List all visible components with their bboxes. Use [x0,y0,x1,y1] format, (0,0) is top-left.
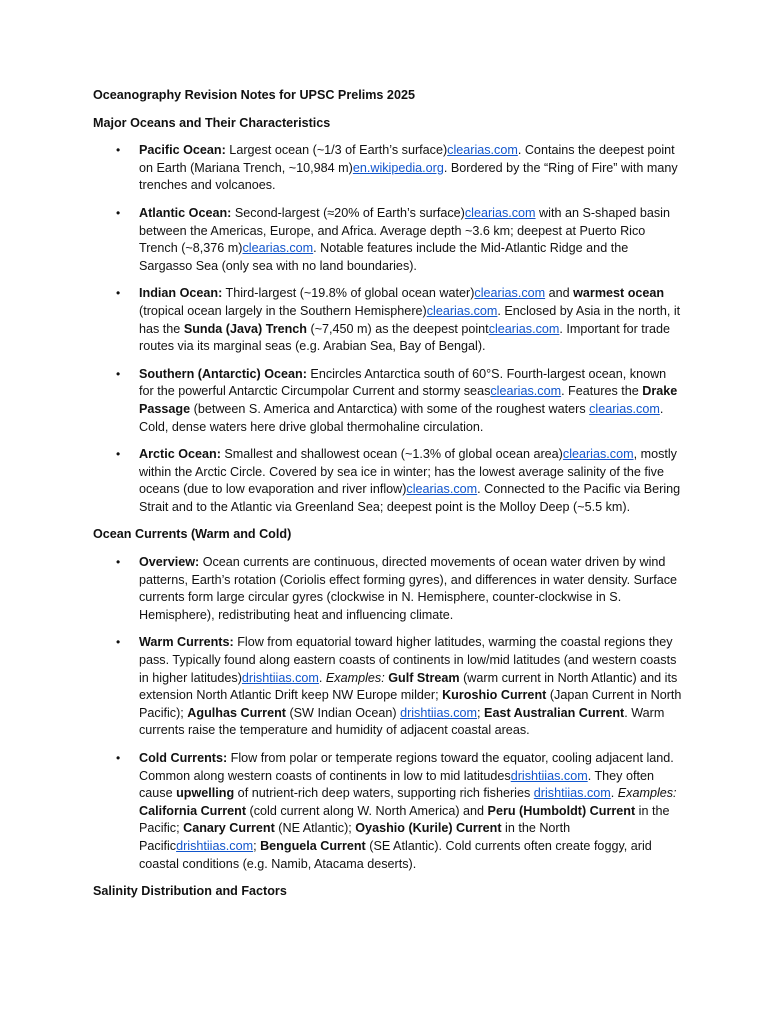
section-heading: Major Oceans and Their Characteristics [93,115,331,130]
body-text: (~7,450 m) as the deepest point [307,321,489,336]
italic-text: Examples: [325,670,385,685]
bullet-list [93,554,683,873]
bold-term: Warm Currents: [139,635,234,650]
bold-term: Canary Current [183,821,275,836]
list-item [93,366,683,436]
bold-term: Atlantic Ocean: [139,205,232,220]
bold-term: Peru (Humboldt) Current [487,803,636,818]
section-heading: Salinity Distribution and Factors [93,884,287,899]
source-link[interactable]: drishtiias.com [400,705,478,720]
source-link[interactable]: clearias.com [488,321,560,336]
bold-term: Arctic Ocean: [139,447,221,462]
bold-term: Cold Currents: [139,751,228,765]
source-link[interactable]: clearias.com [474,286,546,301]
bold-term: Pacific Ocean: [139,143,226,158]
bullet-icon: • [116,555,121,570]
body-text: . [610,786,618,801]
bullet-icon: • [116,143,121,158]
document-title: Oceanography Revision Notes for UPSC Prelims 2025 [93,88,415,102]
source-link[interactable]: clearias.com [406,482,478,497]
body-text: Encircles Antarctica south of 60°S. Fourth-largest ocean, known for the powerful Antarctic Circumpolar Current and stormy seas [139,366,667,399]
body-text: (warm current in North Atlantic) and its extension North Atlantic Drift keep NW Europe milder; [139,670,678,703]
bullet-list [93,142,683,516]
body-text: . Bordered by the “Ring of Fire” with many trenches and volcanoes. [139,160,678,193]
bold-term: upwelling [176,786,235,801]
source-link[interactable]: clearias.com [426,303,498,318]
body-text: of nutrient-rich deep waters, supporting rich fisheries [234,786,534,801]
body-text: . Contains the deepest point on Earth (Mariana Trench, ~10,984 m) [139,143,675,175]
body-text: Flow from polar or temperate regions toward the equator, cooling adjacent land. Common along western coasts of continents in low to mid latitudes [139,751,674,783]
body-text: in the Pacific; [139,803,670,836]
list-item [93,554,683,624]
source-link[interactable]: clearias.com [490,384,562,399]
bold-term: Southern (Antarctic) Ocean: [139,366,307,381]
body-text: ; [253,838,261,853]
italic-text: Examples: [617,786,677,801]
bold-term: Gulf Stream [388,670,460,685]
body-text: Flow from equatorial toward higher latitudes, warming the coastal regions they pass. Typically found along eastern coasts of continents in low/mid latitudes (and western coasts in higher latitudes) [139,635,677,685]
bold-term: Oyashio (Kurile) Current [355,821,502,836]
body-text: (SE Atlantic). Cold currents often create foggy, arid coastal conditions (e.g. Namib, Atacama deserts). [139,838,652,871]
body-text: . [318,670,326,685]
bold-term: East Australian Current [484,705,625,720]
body-text: Third-largest (~19.8% of global ocean water) [222,286,475,301]
source-link[interactable]: clearias.com [589,401,660,416]
body-text: and [545,286,574,301]
bold-term: warmest ocean [573,286,665,301]
bold-term: Sunda (Java) Trench [183,321,307,336]
list-item [93,205,683,275]
source-link[interactable]: clearias.com [447,143,518,158]
bold-term: Agulhas Current [187,705,286,720]
source-link[interactable]: drishtiias.com [176,838,254,853]
source-link[interactable]: drishtiias.com [510,768,588,783]
body-text: in the North Pacific [139,821,571,853]
list-item [93,750,683,873]
body-text: (cold current along W. North America) and [246,803,488,818]
body-text: with an S-shaped basin between the Americas, Europe, and Africa. Average depth ~3.6 km; deepest at Puerto Rico Trench (~8,376 m) [139,205,670,256]
body-text: . Features the [561,384,643,399]
body-text: . Enclosed by Asia in the north, it has the [139,303,681,336]
list-item [93,446,683,516]
bullet-icon: • [116,635,121,650]
list-item [93,634,683,740]
source-link[interactable]: drishtiias.com [241,670,319,685]
body-text: (SW Indian Ocean) [285,705,401,720]
body-text: . Connected to the Pacific via Bering Strait and to the Atlantic via Greenland Sea; deepest point is the Molloy Deep (~5.5 km). [139,482,681,514]
bullet-icon: • [116,447,121,462]
body-text: . Warm currents raise the temperature and humidity of adjacent coastal areas. [139,705,665,738]
body-text: . Important for trade routes via its marginal seas (e.g. Arabian Sea, Bay of Bengal). [139,321,670,354]
source-link[interactable]: clearias.com [242,241,314,256]
body-text: . Notable features include the Mid-Atlantic Ridge and the Sargasso Sea (only sea with no land boundaries). [139,241,629,273]
bullet-icon: • [116,366,121,381]
bold-term: Overview: [139,555,200,570]
section-heading: Ocean Currents (Warm and Cold) [93,527,292,542]
source-link[interactable]: clearias.com [464,205,536,220]
body-text: . They often cause [139,768,654,801]
bullet-icon: • [116,286,121,301]
body-text: (tropical ocean largely in the Southern Hemisphere) [139,303,427,318]
body-text: ; [477,705,485,720]
document-body [93,87,683,911]
list-item [93,142,683,195]
bullet-icon: • [116,751,121,765]
body-text: (NE Atlantic); [274,821,356,836]
body-text: Smallest and shallowest ocean (~1.3% of global ocean area) [220,447,563,462]
body-text: Ocean currents are continuous, directed movements of ocean water driven by wind patterns, Earth’s rotation (Coriolis effect forming gyres), and differences in water density. Surface currents form large circular gyres (clockwise in N. Hemisphere, counter-clockwise in S. Hemisphere), redistributing heat and influencing climate. [139,555,678,622]
bullet-icon: • [116,205,121,220]
source-link[interactable]: drishtiias.com [533,786,611,801]
body-text: (Japan Current in North Pacific); [139,688,682,720]
bold-term: Benguela Current [260,838,366,853]
bold-term: California Current [139,803,247,818]
bold-term: Drake Passage [139,384,678,416]
body-text: Largest ocean (~1/3 of Earth’s surface) [225,143,448,158]
source-link[interactable]: clearias.com [562,447,634,462]
list-item [93,285,683,355]
body-text: (between S. America and Antarctica) with some of the roughest waters [190,401,590,416]
bold-term: Kuroshio Current [442,688,547,703]
body-text: Second-largest (≈20% of Earth’s surface) [231,205,465,220]
bold-term: Indian Ocean: [139,286,223,301]
body-text: . Cold, dense waters here drive global thermohaline circulation. [139,401,664,434]
source-link[interactable]: en.wikipedia.org [352,160,444,175]
body-text: , mostly within the Arctic Circle. Covered by sea ice in winter; has the lowest average salinity of the five oceans (due to low evaporation and river inflow) [139,447,677,497]
